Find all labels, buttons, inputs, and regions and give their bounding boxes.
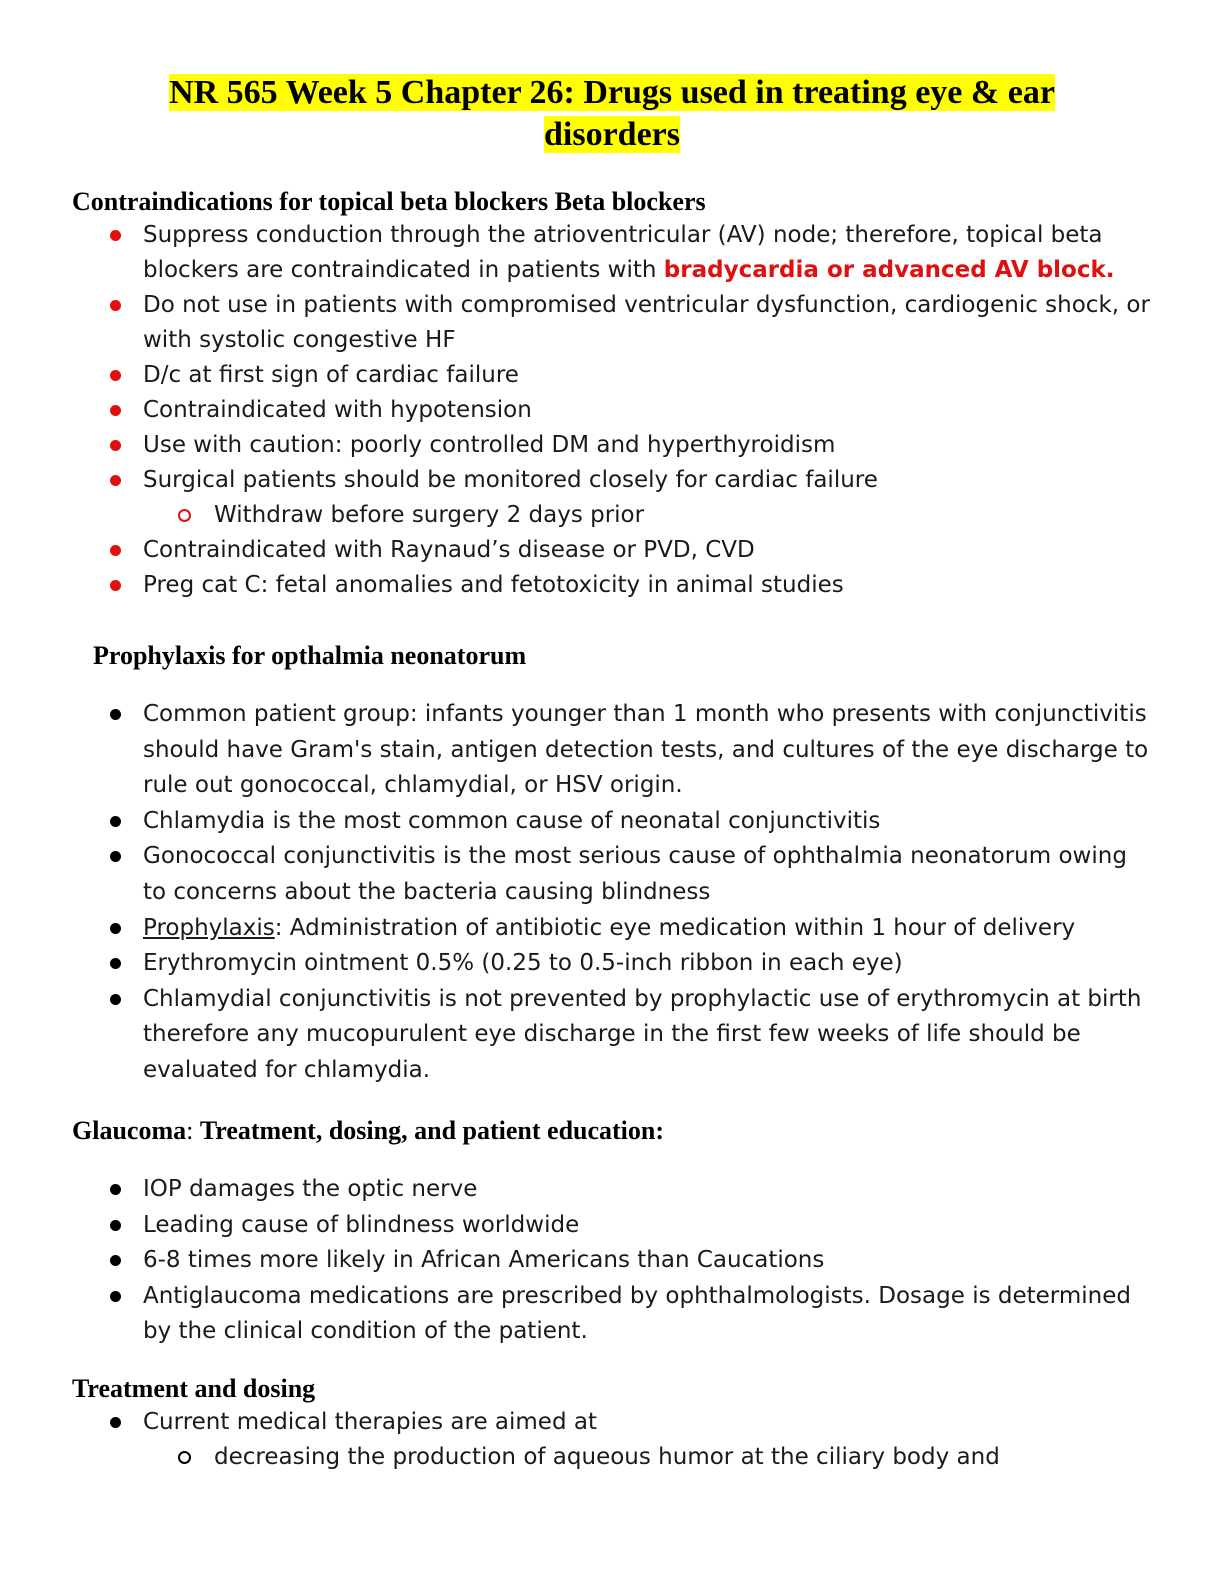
list-item [72,982,1152,1089]
list-item-text: Gonococcal conjunctivitis is the most serious cause of ophthalmia neonatorum owing to concerns about the bacteria causing blindness [143,843,1127,905]
list-item [72,1208,1152,1244]
list-item-text: decreasing the production of aqueous humor at the ciliary body and [214,1444,1000,1470]
glaucoma-list [72,1172,1152,1350]
title-line-2: disorders [544,116,680,153]
bullet-icon [110,946,122,982]
bullet-icon [110,1279,122,1350]
list-item [72,946,1152,982]
list-item [72,463,1152,498]
list-item [72,1405,1152,1440]
hollow-bullet-icon [178,498,190,533]
highlighted-warning-text: bradycardia or advanced AV block. [663,257,1115,283]
bullet-icon [110,533,122,568]
bullet-icon [110,839,122,910]
list-item-text: Chlamydia is the most common cause of neonatal conjunctivitis [143,807,881,834]
bullet-icon [110,911,122,947]
list-item [72,1172,1152,1208]
list-item [72,568,1152,603]
hollow-bullet-icon [178,1440,190,1475]
list-item-text: Erythromycin ointment 0.5% (0.25 to 0.5-inch ribbon in each eye) [143,950,903,977]
list-item [72,288,1152,358]
list-item-text: 6-8 times more likely in African Americans than Caucations [143,1247,825,1273]
bullet-icon [110,1243,122,1279]
page-title [100,72,1124,156]
list-item [72,428,1152,463]
bullet-icon [110,1172,122,1208]
list-item-text: IOP damages the optic nerve [143,1176,478,1202]
bullet-icon [110,1208,122,1244]
bullet-icon [110,1405,122,1440]
list-item-text: Preg cat C: fetal anomalies and fetotoxicity in animal studies [143,572,844,598]
heading-subtitle: Treatment, dosing, and patient education: [199,1116,665,1145]
bullet-icon [110,568,122,603]
bullet-icon [110,218,122,288]
list-item-text: D/c at first sign of cardiac failure [143,362,519,388]
title-line-1: NR 565 Week 5 Chapter 26: Drugs used in treating eye & ear [169,74,1055,111]
bullet-icon [110,804,122,840]
list-item [72,533,1152,568]
bullet-icon [110,463,122,498]
list-item-text: Contraindicated with hypotension [143,397,532,423]
list-item [72,1243,1152,1279]
list-item [72,804,1152,840]
list-item [72,218,1152,288]
list-item-text: Use with caution: poorly controlled DM and hyperthyroidism [143,432,836,458]
bullet-icon [110,393,122,428]
list-item-text: Current medical therapies are aimed at [143,1409,597,1435]
bullet-icon [110,428,122,463]
list-item-text: Leading cause of blindness worldwide [143,1211,580,1238]
list-item-text: : Administration of antibiotic eye medication within 1 hour of delivery [274,914,1076,941]
list-item-text: Contraindicated with Raynaud’s disease or PVD, CVD [143,537,755,563]
glaucoma-term: Glaucoma [72,1116,187,1145]
bullet-icon [110,982,122,1089]
bullet-icon [110,288,122,358]
list-item [72,839,1152,910]
beta-blocker-list [72,218,1152,603]
list-item [72,1279,1152,1350]
list-item-text: Common patient group: infants younger than 1 month who presents with conjunctivitis should have Gram's stain, antigen detection tests, and cultures of the eye discharge to rule out gonococcal, chlamydial, or HSV origin. [143,701,1149,799]
prophylaxis-list [72,697,1152,1089]
section-heading-beta-blockers: Contraindications for topical beta blockers Beta blockers [72,187,706,216]
section-heading-prophylaxis: Prophylaxis for opthalmia neonatorum [93,641,527,670]
list-item-text: Do not use in patients with compromised ventricular dysfunction, cardiogenic shock, or with systolic congestive HF [143,292,1150,353]
list-item-text: Surgical patients should be monitored closely for cardiac failure [143,467,878,493]
treatment-list [72,1405,1152,1475]
underlined-term: Prophylaxis [143,914,275,941]
list-item [72,697,1152,804]
list-item-text: Chlamydial conjunctivitis is not prevented by prophylactic use of erythromycin at birth therefore any mucopurulent eye discharge in the first few weeks of life should be evaluated for chlamydia. [143,985,1142,1083]
list-item-text: Antiglaucoma medications are prescribed by ophthalmologists. Dosage is determined by the clinical condition of the patient. [143,1282,1131,1344]
bullet-icon [110,697,122,804]
list-item [72,911,1152,947]
heading-separator: : [186,1116,200,1145]
list-item-text: Suppress conduction through the atrioventricular (AV) node; therefore, topical beta blockers are contraindicated in patients with [143,222,1103,283]
list-item [72,358,1152,393]
bullet-icon [110,358,122,393]
section-heading-treatment: Treatment and dosing [72,1374,316,1403]
list-item-text: Withdraw before surgery 2 days prior [214,502,645,528]
sub-list-item [72,498,1152,533]
list-item [72,393,1152,428]
sub-list-item [72,1440,1152,1475]
section-heading-glaucoma [72,1115,664,1147]
